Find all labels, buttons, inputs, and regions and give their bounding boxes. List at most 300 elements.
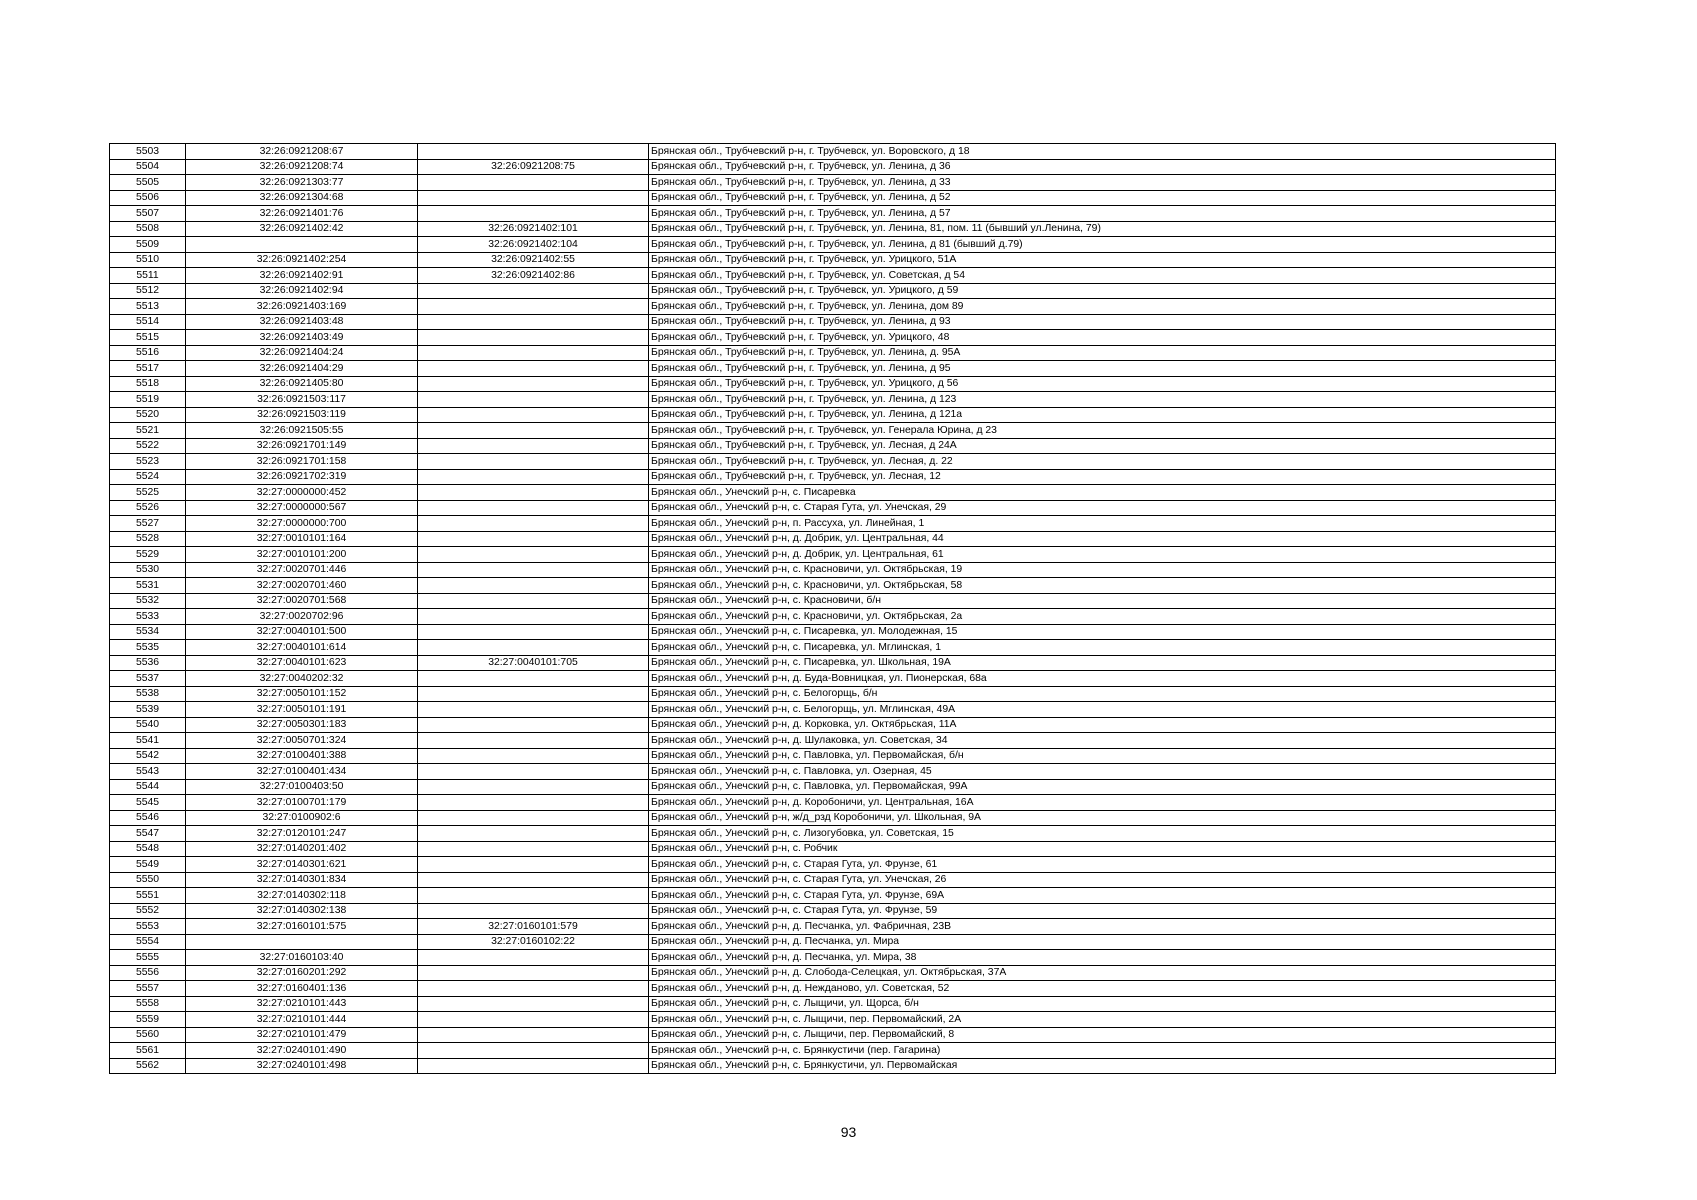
- row-number-cell: 5522: [110, 438, 186, 454]
- table-row: [110, 593, 1556, 609]
- address-cell: Брянская обл., Унечский р-н, д. Песчанка, ул. Мира, 38: [649, 950, 1556, 966]
- table-row: [110, 981, 1556, 997]
- related-cadastral-number-cell: [418, 1058, 649, 1074]
- related-cadastral-number-cell: [418, 469, 649, 485]
- related-cadastral-number-cell: [418, 965, 649, 981]
- related-cadastral-number-cell: [418, 779, 649, 795]
- related-cadastral-number-cell: [418, 671, 649, 687]
- table-row: [110, 330, 1556, 346]
- related-cadastral-number-cell: [418, 454, 649, 470]
- row-number-cell: 5525: [110, 485, 186, 501]
- row-number-cell: 5508: [110, 221, 186, 237]
- table-row: [110, 392, 1556, 408]
- cadastral-number-cell: 32:27:0100401:434: [186, 764, 418, 780]
- table-row: [110, 438, 1556, 454]
- related-cadastral-number-cell: [418, 562, 649, 578]
- related-cadastral-number-cell: [418, 996, 649, 1012]
- row-number-cell: 5540: [110, 717, 186, 733]
- table-row: [110, 221, 1556, 237]
- table-row: [110, 423, 1556, 439]
- table-row: [110, 733, 1556, 749]
- table-row: [110, 454, 1556, 470]
- row-number-cell: 5556: [110, 965, 186, 981]
- row-number-cell: 5520: [110, 407, 186, 423]
- row-number-cell: 5541: [110, 733, 186, 749]
- cadastral-number-cell: 32:26:0921405:80: [186, 376, 418, 392]
- table-row: [110, 237, 1556, 253]
- row-number-cell: 5511: [110, 268, 186, 284]
- address-cell: Брянская обл., Трубчевский р-н, г. Трубчевск, ул. Ленина, 81, пом. 11 (бывший ул.Ленина, 79): [649, 221, 1556, 237]
- address-cell: Брянская обл., Унечский р-н, с. Красновичи, ул. Октябрьская, 19: [649, 562, 1556, 578]
- cadastral-number-cell: 32:27:0160103:40: [186, 950, 418, 966]
- row-number-cell: 5554: [110, 934, 186, 950]
- related-cadastral-number-cell: [418, 1027, 649, 1043]
- address-cell: Брянская обл., Унечский р-н, д. Добрик, ул. Центральная, 61: [649, 547, 1556, 563]
- cadastral-number-cell: 32:26:0921702:319: [186, 469, 418, 485]
- table-row: [110, 578, 1556, 594]
- related-cadastral-number-cell: [418, 438, 649, 454]
- cadastral-number-cell: 32:27:0040101:623: [186, 655, 418, 671]
- related-cadastral-number-cell: [418, 407, 649, 423]
- address-cell: Брянская обл., Трубчевский р-н, г. Трубчевск, ул. Ленина, д. 95А: [649, 345, 1556, 361]
- related-cadastral-number-cell: [418, 903, 649, 919]
- row-number-cell: 5539: [110, 702, 186, 718]
- table-row: [110, 547, 1556, 563]
- address-cell: Брянская обл., Трубчевский р-н, г. Трубчевск, ул. Ленина, д 121а: [649, 407, 1556, 423]
- address-cell: Брянская обл., Унечский р-н, д. Нежданово, ул. Советская, 52: [649, 981, 1556, 997]
- row-number-cell: 5518: [110, 376, 186, 392]
- row-number-cell: 5535: [110, 640, 186, 656]
- row-number-cell: 5537: [110, 671, 186, 687]
- cadastral-number-cell: 32:27:0140201:402: [186, 841, 418, 857]
- cadastral-number-cell: 32:27:0020701:446: [186, 562, 418, 578]
- address-cell: Брянская обл., Трубчевский р-н, г. Трубчевск, ул. Ленина, д 36: [649, 159, 1556, 175]
- table-row: [110, 485, 1556, 501]
- related-cadastral-number-cell: [418, 345, 649, 361]
- page-number: 93: [840, 1124, 857, 1140]
- address-cell: Брянская обл., Трубчевский р-н, г. Трубчевск, ул. Генерала Юрина, д 23: [649, 423, 1556, 439]
- cadastral-number-cell: 32:27:0100403:50: [186, 779, 418, 795]
- related-cadastral-number-cell: 32:26:0921402:104: [418, 237, 649, 253]
- related-cadastral-number-cell: [418, 144, 649, 160]
- related-cadastral-number-cell: [418, 872, 649, 888]
- cadastral-number-cell: 32:27:0140302:138: [186, 903, 418, 919]
- related-cadastral-number-cell: 32:27:0040101:705: [418, 655, 649, 671]
- cadastral-number-cell: 32:26:0921503:117: [186, 392, 418, 408]
- cadastral-number-cell: 32:27:0040101:614: [186, 640, 418, 656]
- cadastral-number-cell: 32:26:0921208:67: [186, 144, 418, 160]
- row-number-cell: 5543: [110, 764, 186, 780]
- address-cell: Брянская обл., Трубчевский р-н, г. Трубчевск, ул. Ленина, д 123: [649, 392, 1556, 408]
- related-cadastral-number-cell: 32:27:0160101:579: [418, 919, 649, 935]
- row-number-cell: 5558: [110, 996, 186, 1012]
- table-row: [110, 175, 1556, 191]
- related-cadastral-number-cell: 32:26:0921402:55: [418, 252, 649, 268]
- related-cadastral-number-cell: [418, 531, 649, 547]
- row-number-cell: 5523: [110, 454, 186, 470]
- address-cell: Брянская обл., Трубчевский р-н, г. Трубчевск, ул. Лесная, д. 22: [649, 454, 1556, 470]
- row-number-cell: 5552: [110, 903, 186, 919]
- row-number-cell: 5533: [110, 609, 186, 625]
- table-row: [110, 407, 1556, 423]
- related-cadastral-number-cell: [418, 547, 649, 563]
- row-number-cell: 5546: [110, 810, 186, 826]
- table-row: [110, 702, 1556, 718]
- address-cell: Брянская обл., Трубчевский р-н, г. Трубчевск, ул. Советская, д 54: [649, 268, 1556, 284]
- address-cell: Брянская обл., Унечский р-н, с. Павловка, ул. Первомайская, 99А: [649, 779, 1556, 795]
- cadastral-number-cell: 32:27:0100701:179: [186, 795, 418, 811]
- table-row: [110, 144, 1556, 160]
- related-cadastral-number-cell: 32:27:0160102:22: [418, 934, 649, 950]
- table-row: [110, 1027, 1556, 1043]
- cadastral-number-cell: [186, 237, 418, 253]
- row-number-cell: 5555: [110, 950, 186, 966]
- table-row: [110, 562, 1556, 578]
- cadastral-number-cell: 32:27:0140301:621: [186, 857, 418, 873]
- address-cell: Брянская обл., Унечский р-н, с. Писаревка: [649, 485, 1556, 501]
- cadastral-number-cell: 32:26:0921402:42: [186, 221, 418, 237]
- table-row: [110, 516, 1556, 532]
- cadastral-number-cell: 32:27:0050101:191: [186, 702, 418, 718]
- address-cell: Брянская обл., Унечский р-н, с. Старая Гута, ул. Фрунзе, 59: [649, 903, 1556, 919]
- address-cell: Брянская обл., Унечский р-н, с. Писаревка, ул. Молодежная, 15: [649, 624, 1556, 640]
- address-cell: Брянская обл., Унечский р-н, с. Лыщичи, ул. Щорса, б/н: [649, 996, 1556, 1012]
- related-cadastral-number-cell: [418, 981, 649, 997]
- row-number-cell: 5514: [110, 314, 186, 330]
- cadastral-number-cell: [186, 934, 418, 950]
- row-number-cell: 5505: [110, 175, 186, 191]
- address-cell: Брянская обл., Унечский р-н, с. Павловка, ул. Озерная, 45: [649, 764, 1556, 780]
- address-cell: Брянская обл., Трубчевский р-н, г. Трубчевск, ул. Воровского, д 18: [649, 144, 1556, 160]
- related-cadastral-number-cell: [418, 283, 649, 299]
- table-row: [110, 206, 1556, 222]
- related-cadastral-number-cell: [418, 516, 649, 532]
- row-number-cell: 5521: [110, 423, 186, 439]
- table-row: [110, 857, 1556, 873]
- cadastral-number-cell: 32:27:0010101:200: [186, 547, 418, 563]
- cadastral-number-cell: 32:27:0050101:152: [186, 686, 418, 702]
- address-cell: Брянская обл., Унечский р-н, с. Писаревка, ул. Мглинская, 1: [649, 640, 1556, 656]
- table-row: [110, 779, 1556, 795]
- address-cell: Брянская обл., Унечский р-н, д. Буда-Вовницкая, ул. Пионерская, 68а: [649, 671, 1556, 687]
- row-number-cell: 5557: [110, 981, 186, 997]
- cadastral-number-cell: 32:26:0921505:55: [186, 423, 418, 439]
- row-number-cell: 5559: [110, 1012, 186, 1028]
- cadastral-number-cell: 32:27:0120101:247: [186, 826, 418, 842]
- related-cadastral-number-cell: [418, 578, 649, 594]
- address-cell: Брянская обл., Трубчевский р-н, г. Трубчевск, ул. Ленина, д 95: [649, 361, 1556, 377]
- table-row: [110, 624, 1556, 640]
- row-number-cell: 5545: [110, 795, 186, 811]
- table-row: [110, 361, 1556, 377]
- address-cell: Брянская обл., Унечский р-н, с. Брянкустичи, ул. Первомайская: [649, 1058, 1556, 1074]
- table-row: [110, 795, 1556, 811]
- table-row: [110, 1043, 1556, 1059]
- table-row: [110, 299, 1556, 315]
- row-number-cell: 5562: [110, 1058, 186, 1074]
- related-cadastral-number-cell: [418, 175, 649, 191]
- row-number-cell: 5551: [110, 888, 186, 904]
- cadastral-number-cell: 32:26:0921701:158: [186, 454, 418, 470]
- related-cadastral-number-cell: [418, 1043, 649, 1059]
- related-cadastral-number-cell: [418, 795, 649, 811]
- related-cadastral-number-cell: [418, 423, 649, 439]
- row-number-cell: 5550: [110, 872, 186, 888]
- related-cadastral-number-cell: [418, 314, 649, 330]
- table-row: [110, 919, 1556, 935]
- cadastral-number-cell: 32:26:0921403:48: [186, 314, 418, 330]
- cadastral-number-cell: 32:26:0921401:76: [186, 206, 418, 222]
- cadastral-number-cell: 32:26:0921701:149: [186, 438, 418, 454]
- cadastral-number-cell: 32:27:0160401:136: [186, 981, 418, 997]
- cadastral-number-cell: 32:26:0921403:169: [186, 299, 418, 315]
- address-cell: Брянская обл., Унечский р-н, ж/д_рзд Коробоничи, ул. Школьная, 9А: [649, 810, 1556, 826]
- related-cadastral-number-cell: [418, 640, 649, 656]
- row-number-cell: 5524: [110, 469, 186, 485]
- address-cell: Брянская обл., Унечский р-н, д. Корковка, ул. Октябрьская, 11А: [649, 717, 1556, 733]
- address-cell: Брянская обл., Унечский р-н, с. Красновичи, б/н: [649, 593, 1556, 609]
- table-row: [110, 841, 1556, 857]
- table-row: [110, 996, 1556, 1012]
- address-cell: Брянская обл., Унечский р-н, с. Белогорщь, ул. Мглинская, 49А: [649, 702, 1556, 718]
- address-cell: Брянская обл., Трубчевский р-н, г. Трубчевск, ул. Урицкого, д 59: [649, 283, 1556, 299]
- address-cell: Брянская обл., Унечский р-н, с. Старая Гута, ул. Фрунзе, 61: [649, 857, 1556, 873]
- row-number-cell: 5553: [110, 919, 186, 935]
- related-cadastral-number-cell: [418, 190, 649, 206]
- address-cell: Брянская обл., Унечский р-н, п. Рассуха, ул. Линейная, 1: [649, 516, 1556, 532]
- row-number-cell: 5515: [110, 330, 186, 346]
- table-row: [110, 159, 1556, 175]
- row-number-cell: 5510: [110, 252, 186, 268]
- related-cadastral-number-cell: [418, 686, 649, 702]
- row-number-cell: 5530: [110, 562, 186, 578]
- related-cadastral-number-cell: [418, 1012, 649, 1028]
- cadastral-number-cell: 32:27:0050701:324: [186, 733, 418, 749]
- table-row: [110, 671, 1556, 687]
- related-cadastral-number-cell: [418, 485, 649, 501]
- related-cadastral-number-cell: 32:26:0921402:101: [418, 221, 649, 237]
- table-row: [110, 1012, 1556, 1028]
- row-number-cell: 5516: [110, 345, 186, 361]
- cadastral-number-cell: 32:27:0160101:575: [186, 919, 418, 935]
- address-cell: Брянская обл., Трубчевский р-н, г. Трубчевск, ул. Ленина, д 81 (бывший д.79): [649, 237, 1556, 253]
- row-number-cell: 5538: [110, 686, 186, 702]
- related-cadastral-number-cell: [418, 299, 649, 315]
- related-cadastral-number-cell: [418, 950, 649, 966]
- row-number-cell: 5547: [110, 826, 186, 842]
- address-cell: Брянская обл., Унечский р-н, с. Белогорщь, б/н: [649, 686, 1556, 702]
- row-number-cell: 5504: [110, 159, 186, 175]
- address-cell: Брянская обл., Унечский р-н, с. Старая Гута, ул. Фрунзе, 69А: [649, 888, 1556, 904]
- related-cadastral-number-cell: [418, 733, 649, 749]
- cadastral-number-cell: 32:26:0921304:68: [186, 190, 418, 206]
- row-number-cell: 5534: [110, 624, 186, 640]
- address-cell: Брянская обл., Унечский р-н, д. Слобода-Селецкая, ул. Октябрьская, 37А: [649, 965, 1556, 981]
- row-number-cell: 5532: [110, 593, 186, 609]
- address-cell: Брянская обл., Унечский р-н, с. Красновичи, ул. Октябрьская, 2а: [649, 609, 1556, 625]
- cadastral-number-cell: 32:26:0921404:24: [186, 345, 418, 361]
- address-cell: Брянская обл., Трубчевский р-н, г. Трубчевск, ул. Ленина, д 52: [649, 190, 1556, 206]
- row-number-cell: 5542: [110, 748, 186, 764]
- cadastral-number-cell: 32:26:0921402:254: [186, 252, 418, 268]
- row-number-cell: 5529: [110, 547, 186, 563]
- address-cell: Брянская обл., Унечский р-н, с. Красновичи, ул. Октябрьская, 58: [649, 578, 1556, 594]
- related-cadastral-number-cell: 32:26:0921402:86: [418, 268, 649, 284]
- cadastral-number-cell: 32:27:0000000:567: [186, 500, 418, 516]
- table-row: [110, 965, 1556, 981]
- related-cadastral-number-cell: [418, 888, 649, 904]
- table-row: [110, 252, 1556, 268]
- related-cadastral-number-cell: [418, 748, 649, 764]
- address-cell: Брянская обл., Трубчевский р-н, г. Трубчевск, ул. Лесная, д 24А: [649, 438, 1556, 454]
- address-cell: Брянская обл., Трубчевский р-н, г. Трубчевск, ул. Лесная, 12: [649, 469, 1556, 485]
- cadastral-number-cell: 32:27:0040202:32: [186, 671, 418, 687]
- table-row: [110, 268, 1556, 284]
- row-number-cell: 5561: [110, 1043, 186, 1059]
- row-number-cell: 5513: [110, 299, 186, 315]
- table-row: [110, 748, 1556, 764]
- address-cell: Брянская обл., Трубчевский р-н, г. Трубчевск, ул. Ленина, д 57: [649, 206, 1556, 222]
- table-row: [110, 609, 1556, 625]
- table-row: [110, 950, 1556, 966]
- table-row: [110, 903, 1556, 919]
- address-cell: Брянская обл., Унечский р-н, с. Робчик: [649, 841, 1556, 857]
- cadastral-number-cell: 32:27:0100902:6: [186, 810, 418, 826]
- related-cadastral-number-cell: [418, 624, 649, 640]
- cadastral-number-cell: 32:26:0921303:77: [186, 175, 418, 191]
- address-cell: Брянская обл., Унечский р-н, с. Лыщичи, пер. Первомайский, 2А: [649, 1012, 1556, 1028]
- related-cadastral-number-cell: [418, 702, 649, 718]
- address-cell: Брянская обл., Трубчевский р-н, г. Трубчевск, ул. Ленина, д 33: [649, 175, 1556, 191]
- cadastral-number-cell: 32:26:0921402:94: [186, 283, 418, 299]
- address-cell: Брянская обл., Унечский р-н, с. Старая Гута, ул. Унечская, 29: [649, 500, 1556, 516]
- table-row: [110, 888, 1556, 904]
- table-row: [110, 826, 1556, 842]
- cadastral-number-cell: 32:27:0000000:452: [186, 485, 418, 501]
- table-row: [110, 531, 1556, 547]
- address-cell: Брянская обл., Трубчевский р-н, г. Трубчевск, ул. Урицкого, 48: [649, 330, 1556, 346]
- cadastral-number-cell: 32:26:0921208:74: [186, 159, 418, 175]
- related-cadastral-number-cell: [418, 330, 649, 346]
- row-number-cell: 5509: [110, 237, 186, 253]
- table-row: [110, 500, 1556, 516]
- cadastral-number-cell: 32:27:0140301:834: [186, 872, 418, 888]
- cadastral-number-cell: 32:27:0210101:479: [186, 1027, 418, 1043]
- cadastral-number-cell: 32:27:0240101:498: [186, 1058, 418, 1074]
- table-row: [110, 190, 1556, 206]
- cadastral-number-cell: 32:26:0921402:91: [186, 268, 418, 284]
- table-row: [110, 810, 1556, 826]
- address-cell: Брянская обл., Унечский р-н, с. Старая Гута, ул. Унечская, 26: [649, 872, 1556, 888]
- related-cadastral-number-cell: [418, 857, 649, 873]
- cadastral-number-cell: 32:27:0020701:460: [186, 578, 418, 594]
- related-cadastral-number-cell: [418, 376, 649, 392]
- address-cell: Брянская обл., Трубчевский р-н, г. Трубчевск, ул. Урицкого, д 56: [649, 376, 1556, 392]
- address-cell: Брянская обл., Унечский р-н, д. Песчанка, ул. Фабричная, 23В: [649, 919, 1556, 935]
- address-cell: Брянская обл., Трубчевский р-н, г. Трубчевск, ул. Урицкого, 51А: [649, 252, 1556, 268]
- table-row: [110, 934, 1556, 950]
- cadastral-number-cell: 32:27:0020701:568: [186, 593, 418, 609]
- related-cadastral-number-cell: [418, 764, 649, 780]
- row-number-cell: 5503: [110, 144, 186, 160]
- table-row: [110, 469, 1556, 485]
- registry-table-body: [110, 144, 1556, 1074]
- table-row: [110, 314, 1556, 330]
- table-row: [110, 283, 1556, 299]
- cadastral-number-cell: 32:27:0240101:490: [186, 1043, 418, 1059]
- related-cadastral-number-cell: [418, 717, 649, 733]
- row-number-cell: 5527: [110, 516, 186, 532]
- row-number-cell: 5536: [110, 655, 186, 671]
- row-number-cell: 5526: [110, 500, 186, 516]
- row-number-cell: 5528: [110, 531, 186, 547]
- row-number-cell: 5560: [110, 1027, 186, 1043]
- cadastral-number-cell: 32:27:0210101:444: [186, 1012, 418, 1028]
- address-cell: Брянская обл., Унечский р-н, д. Песчанка, ул. Мира: [649, 934, 1556, 950]
- related-cadastral-number-cell: 32:26:0921208:75: [418, 159, 649, 175]
- address-cell: Брянская обл., Унечский р-н, с. Лыщичи, пер. Первомайский, 8: [649, 1027, 1556, 1043]
- address-cell: Брянская обл., Унечский р-н, д. Коробоничи, ул. Центральная, 16А: [649, 795, 1556, 811]
- table-row: [110, 376, 1556, 392]
- cadastral-number-cell: 32:27:0100401:388: [186, 748, 418, 764]
- row-number-cell: 5506: [110, 190, 186, 206]
- cadastral-number-cell: 32:26:0921403:49: [186, 330, 418, 346]
- address-cell: Брянская обл., Унечский р-н, с. Писаревка, ул. Школьная, 19А: [649, 655, 1556, 671]
- related-cadastral-number-cell: [418, 841, 649, 857]
- cadastral-number-cell: 32:27:0140302:118: [186, 888, 418, 904]
- table-row: [110, 686, 1556, 702]
- row-number-cell: 5544: [110, 779, 186, 795]
- related-cadastral-number-cell: [418, 593, 649, 609]
- row-number-cell: 5517: [110, 361, 186, 377]
- address-cell: Брянская обл., Унечский р-н, д. Шулаковка, ул. Советская, 34: [649, 733, 1556, 749]
- table-row: [110, 655, 1556, 671]
- registry-table: [109, 143, 1556, 1074]
- related-cadastral-number-cell: [418, 609, 649, 625]
- table-row: [110, 640, 1556, 656]
- row-number-cell: 5549: [110, 857, 186, 873]
- cadastral-number-cell: 32:27:0040101:500: [186, 624, 418, 640]
- related-cadastral-number-cell: [418, 500, 649, 516]
- related-cadastral-number-cell: [418, 392, 649, 408]
- row-number-cell: 5512: [110, 283, 186, 299]
- table-row: [110, 345, 1556, 361]
- table-row: [110, 872, 1556, 888]
- cadastral-number-cell: 32:27:0010101:164: [186, 531, 418, 547]
- row-number-cell: 5548: [110, 841, 186, 857]
- cadastral-number-cell: 32:26:0921503:119: [186, 407, 418, 423]
- cadastral-number-cell: 32:27:0050301:183: [186, 717, 418, 733]
- address-cell: Брянская обл., Унечский р-н, с. Брянкустичи (пер. Гагарина): [649, 1043, 1556, 1059]
- row-number-cell: 5519: [110, 392, 186, 408]
- cadastral-number-cell: 32:27:0210101:443: [186, 996, 418, 1012]
- address-cell: Брянская обл., Трубчевский р-н, г. Трубчевск, ул. Ленина, д 93: [649, 314, 1556, 330]
- address-cell: Брянская обл., Трубчевский р-н, г. Трубчевск, ул. Ленина, дом 89: [649, 299, 1556, 315]
- cadastral-number-cell: 32:27:0020702:96: [186, 609, 418, 625]
- table-row: [110, 764, 1556, 780]
- address-cell: Брянская обл., Унечский р-н, с. Лизогубовка, ул. Советская, 15: [649, 826, 1556, 842]
- table-row: [110, 717, 1556, 733]
- address-cell: Брянская обл., Унечский р-н, д. Добрик, ул. Центральная, 44: [649, 531, 1556, 547]
- related-cadastral-number-cell: [418, 810, 649, 826]
- address-cell: Брянская обл., Унечский р-н, с. Павловка, ул. Первомайская, б/н: [649, 748, 1556, 764]
- related-cadastral-number-cell: [418, 206, 649, 222]
- row-number-cell: 5507: [110, 206, 186, 222]
- related-cadastral-number-cell: [418, 361, 649, 377]
- cadastral-number-cell: 32:27:0160201:292: [186, 965, 418, 981]
- cadastral-number-cell: 32:26:0921404:29: [186, 361, 418, 377]
- cadastral-number-cell: 32:27:0000000:700: [186, 516, 418, 532]
